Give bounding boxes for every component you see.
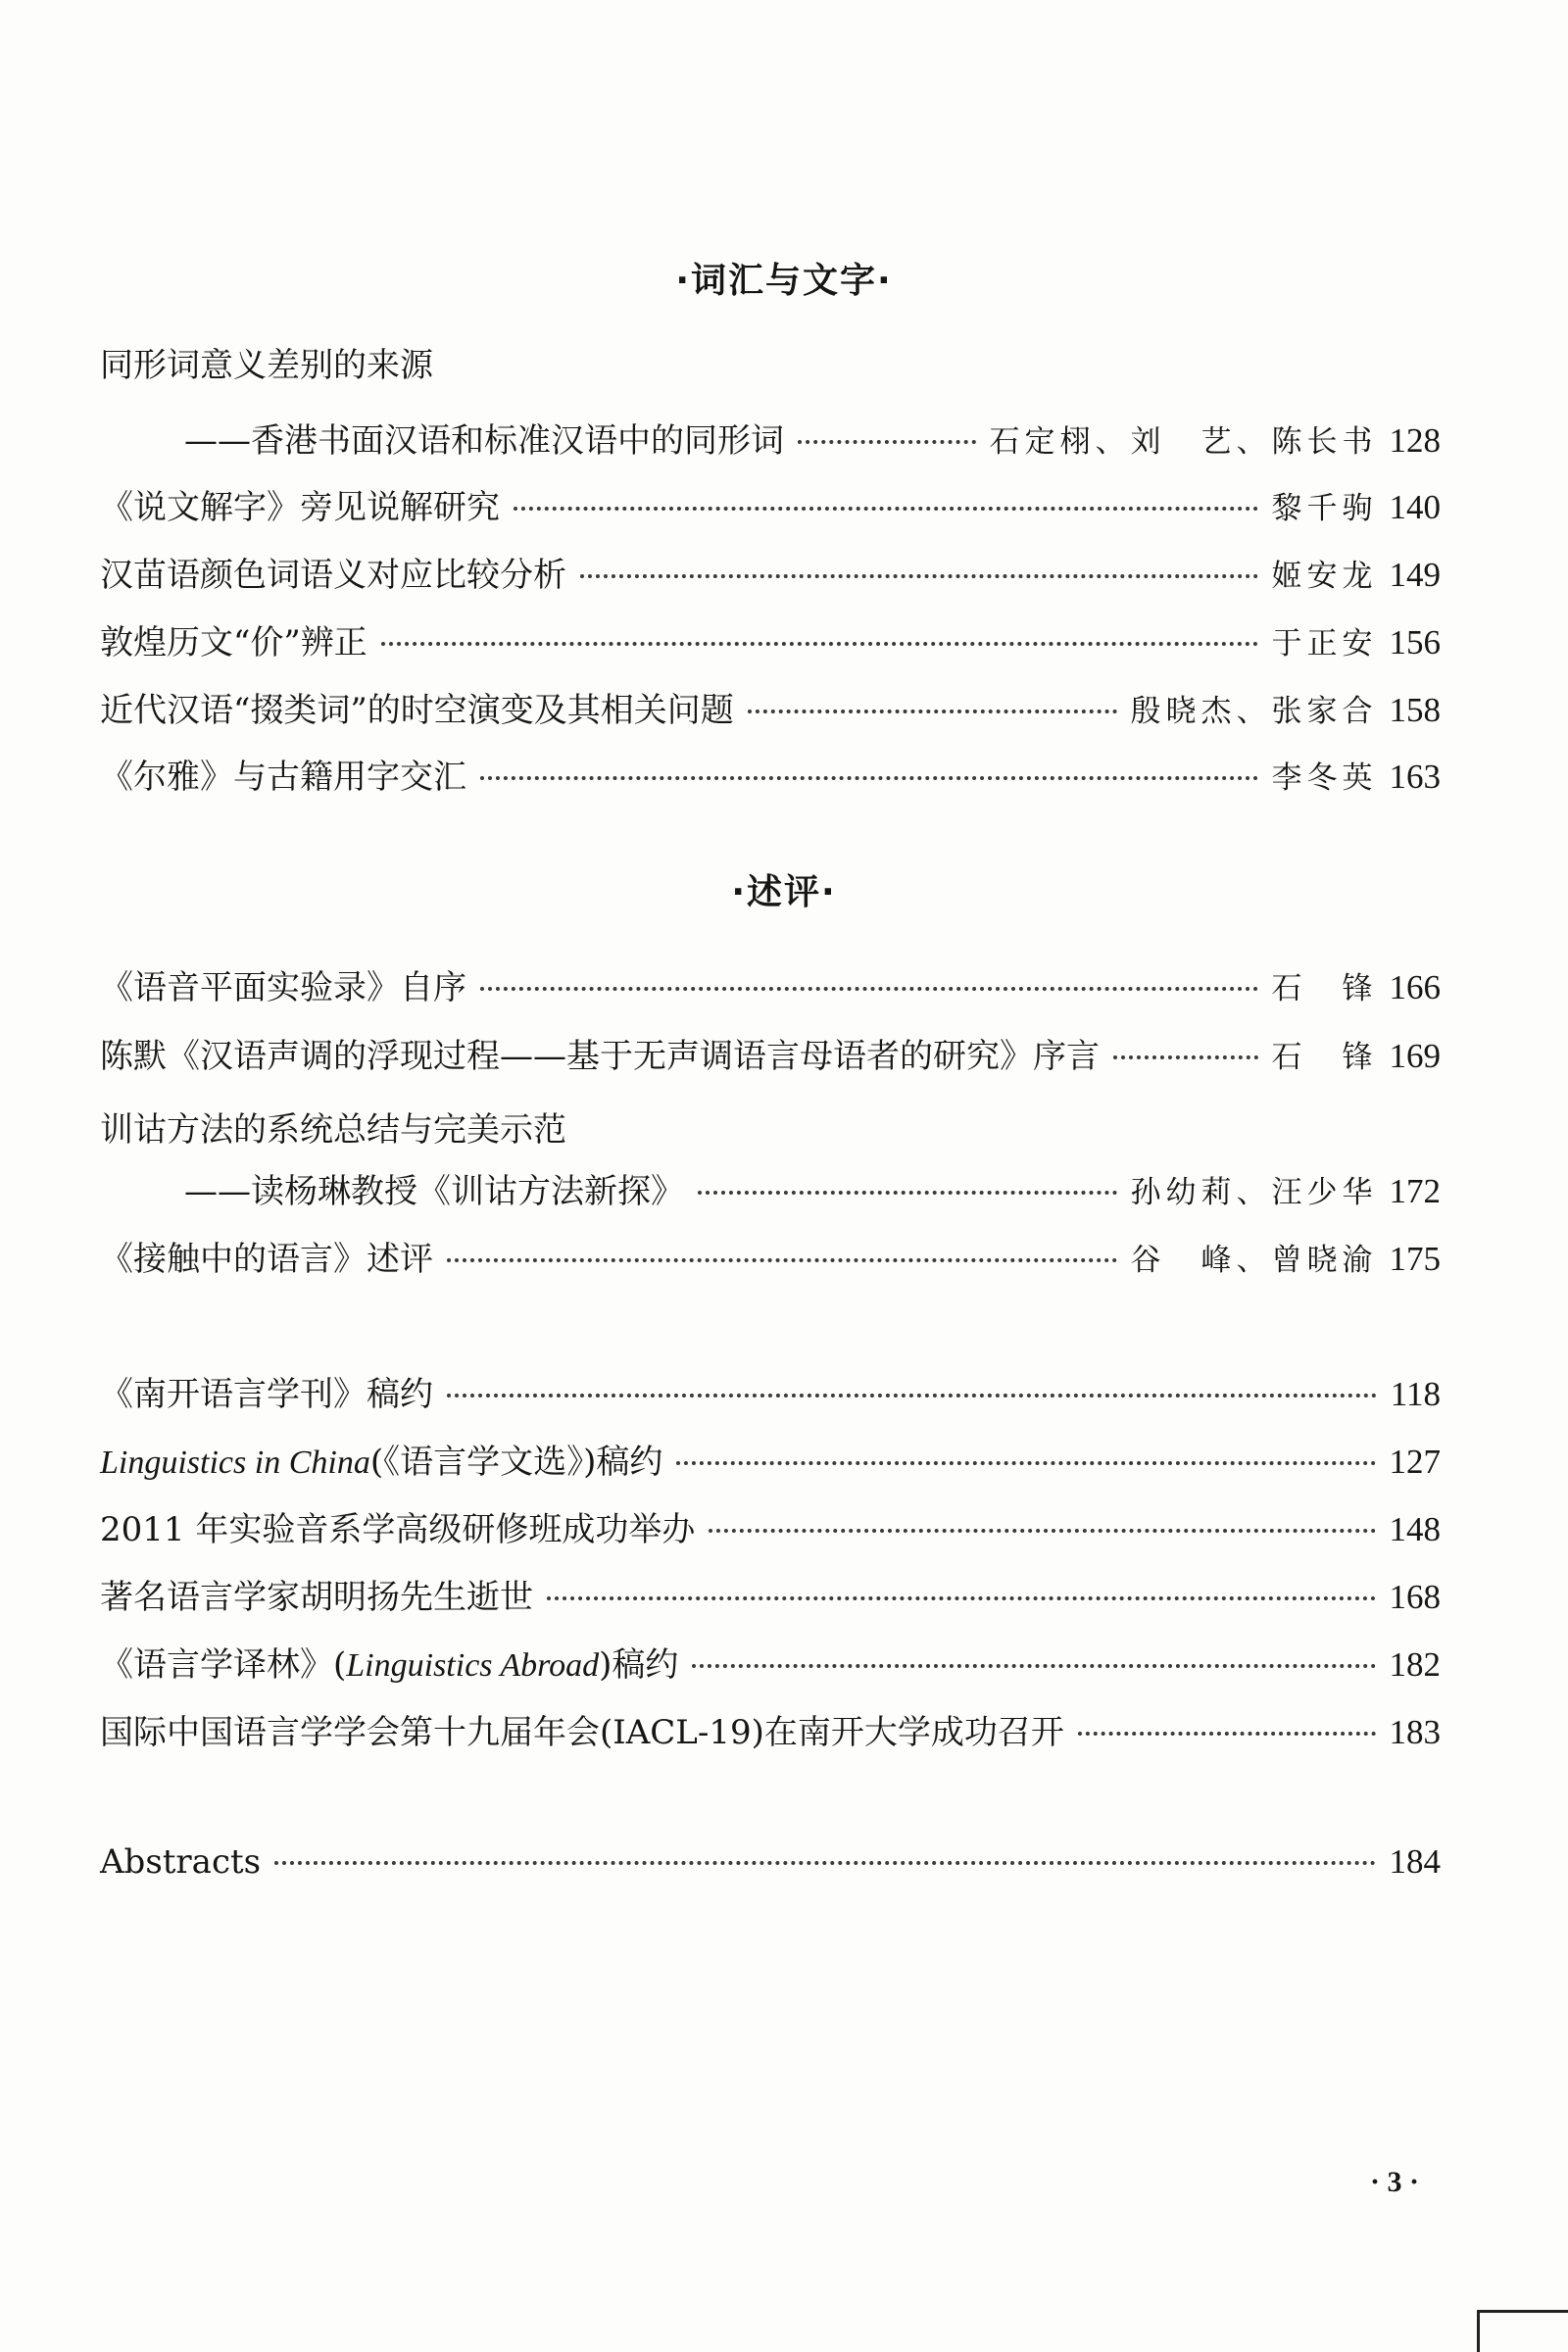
toc-entry[interactable] [100, 1570, 1441, 1619]
entry-title-pre: 《语言学译林》( [100, 1645, 347, 1685]
entry-author: 石定栩、刘 艺、陈长书 [989, 424, 1378, 460]
dot-leader [580, 574, 1258, 578]
entry-title-italic: Linguistics Abroad [346, 1647, 600, 1684]
entry-title-italic: Linguistics in China [100, 1445, 370, 1481]
toc-entry[interactable] [100, 1705, 1441, 1754]
entry-title: 《南开语言学刊》稿约 [100, 1375, 433, 1414]
entry-page-number: 140 [1389, 488, 1441, 526]
toc-entry[interactable] [100, 1502, 1441, 1551]
toc-entry[interactable] [100, 480, 1441, 529]
dot-leader [798, 440, 976, 444]
entry-title: 《语音平面实验录》自序 [100, 968, 466, 1007]
entry-page-number: 184 [1389, 1842, 1441, 1881]
entry-page-number: 183 [1389, 1713, 1441, 1751]
entry-page-number: 148 [1389, 1510, 1441, 1548]
entry-author: 姬安龙 [1271, 559, 1378, 594]
toc-entry[interactable] [100, 1367, 1441, 1416]
dot-leader [381, 642, 1258, 646]
entry-subtitle: ——香港书面汉语和标准汉语中的同形词 [184, 421, 784, 461]
entry-page-number: 118 [1390, 1375, 1441, 1413]
entry-title: 《说文解字》旁见说解研究 [100, 488, 500, 527]
entry-author: 孙幼莉、汪少华 [1130, 1175, 1378, 1210]
entry-title: 2011 年实验音系学高级研修班成功举办 [100, 1510, 696, 1549]
entry-page-number: 156 [1389, 623, 1441, 662]
entry-author: 石 锋 [1271, 971, 1378, 1006]
dot-leader [480, 776, 1258, 780]
entry-title: 近代汉语“掇类词”的时空演变及其相关问题 [100, 691, 734, 730]
scan-corner-edge [1477, 2310, 1568, 2352]
toc-entry[interactable] [100, 548, 1441, 597]
dot-leader [514, 507, 1258, 511]
toc-entry[interactable] [100, 1638, 1441, 1687]
dot-leader [676, 1461, 1375, 1465]
entry-title: 《接触中的语言》述评 [100, 1240, 433, 1279]
entry-page-number: 175 [1389, 1240, 1441, 1278]
entry-title: 著名语言学家胡明扬先生逝世 [100, 1578, 533, 1617]
entry-page-number: 182 [1389, 1645, 1441, 1684]
entry-author: 黎千驹 [1271, 491, 1378, 526]
dot-leader [447, 1258, 1117, 1262]
section-title-vocabulary: ·词汇与文字· [675, 261, 893, 301]
entry-title: 国际中国语言学学会第十九届年会(IACL-19)在南开大学成功召开 [100, 1713, 1064, 1752]
entry-author: 李冬英 [1271, 760, 1378, 796]
entry-subtitle: ——读杨琳教授《训诂方法新探》 [184, 1172, 684, 1211]
entry-author: 谷 峰、曾晓渝 [1130, 1243, 1378, 1278]
entry-page-number: 168 [1389, 1578, 1441, 1616]
dot-leader [547, 1596, 1376, 1600]
entry-title-post: )稿约 [599, 1645, 679, 1685]
entry-title-rest: (《语言学文选》)稿约 [369, 1443, 663, 1482]
entry-title: 训诂方法的系统总结与完美示范 [100, 1110, 566, 1150]
entry-page-number: 127 [1389, 1443, 1441, 1481]
entry-title: 陈默《汉语声调的浮现过程——基于无声调语言母语者的研究》序言 [100, 1037, 1100, 1076]
dot-leader [274, 1861, 1375, 1865]
entry-page-number: 163 [1389, 758, 1441, 796]
entry-author: 石 锋 [1271, 1040, 1378, 1075]
dot-leader [698, 1191, 1117, 1195]
entry-title [100, 1638, 678, 1686]
entry-page-number: 149 [1389, 556, 1441, 594]
dot-leader [1078, 1732, 1376, 1736]
toc-entry-abstracts[interactable] [100, 1842, 1441, 1891]
entry-page-number: 128 [1389, 421, 1441, 460]
entry-author: 殷晓杰、张家合 [1130, 694, 1378, 729]
dot-leader [447, 1394, 1377, 1397]
toc-entry[interactable] [100, 1029, 1441, 1078]
entry-title: Abstracts [100, 1842, 262, 1882]
entry-title [100, 1435, 662, 1483]
entry-page-number: 158 [1389, 691, 1441, 729]
toc-entry[interactable] [100, 683, 1441, 732]
toc-entry[interactable] [100, 750, 1441, 799]
entry-author: 于正安 [1271, 626, 1378, 662]
dot-leader [709, 1529, 1375, 1533]
toc-entry[interactable] [100, 1435, 1441, 1484]
page-number: · 3 · [1369, 2166, 1419, 2198]
dot-leader [692, 1664, 1375, 1668]
entry-title: 《尔雅》与古籍用字交汇 [100, 758, 466, 797]
entry-page-number: 166 [1389, 968, 1441, 1006]
entry-page-number: 172 [1389, 1172, 1441, 1210]
section-title-review: ·述评· [731, 872, 837, 912]
entry-page-number: 169 [1389, 1037, 1441, 1075]
entry-title: 汉苗语颜色词语义对应比较分析 [100, 556, 566, 595]
toc-entry[interactable] [184, 1164, 1441, 1213]
toc-entry[interactable] [100, 1232, 1441, 1281]
entry-title: 敦煌历文“价”辨正 [100, 623, 368, 662]
entry-title: 同形词意义差别的来源 [100, 346, 433, 385]
dot-leader [748, 710, 1117, 713]
toc-entry[interactable] [100, 615, 1441, 664]
toc-entry[interactable] [184, 414, 1441, 463]
dot-leader [1113, 1055, 1258, 1059]
toc-entry[interactable] [100, 960, 1441, 1009]
dot-leader [480, 987, 1258, 991]
